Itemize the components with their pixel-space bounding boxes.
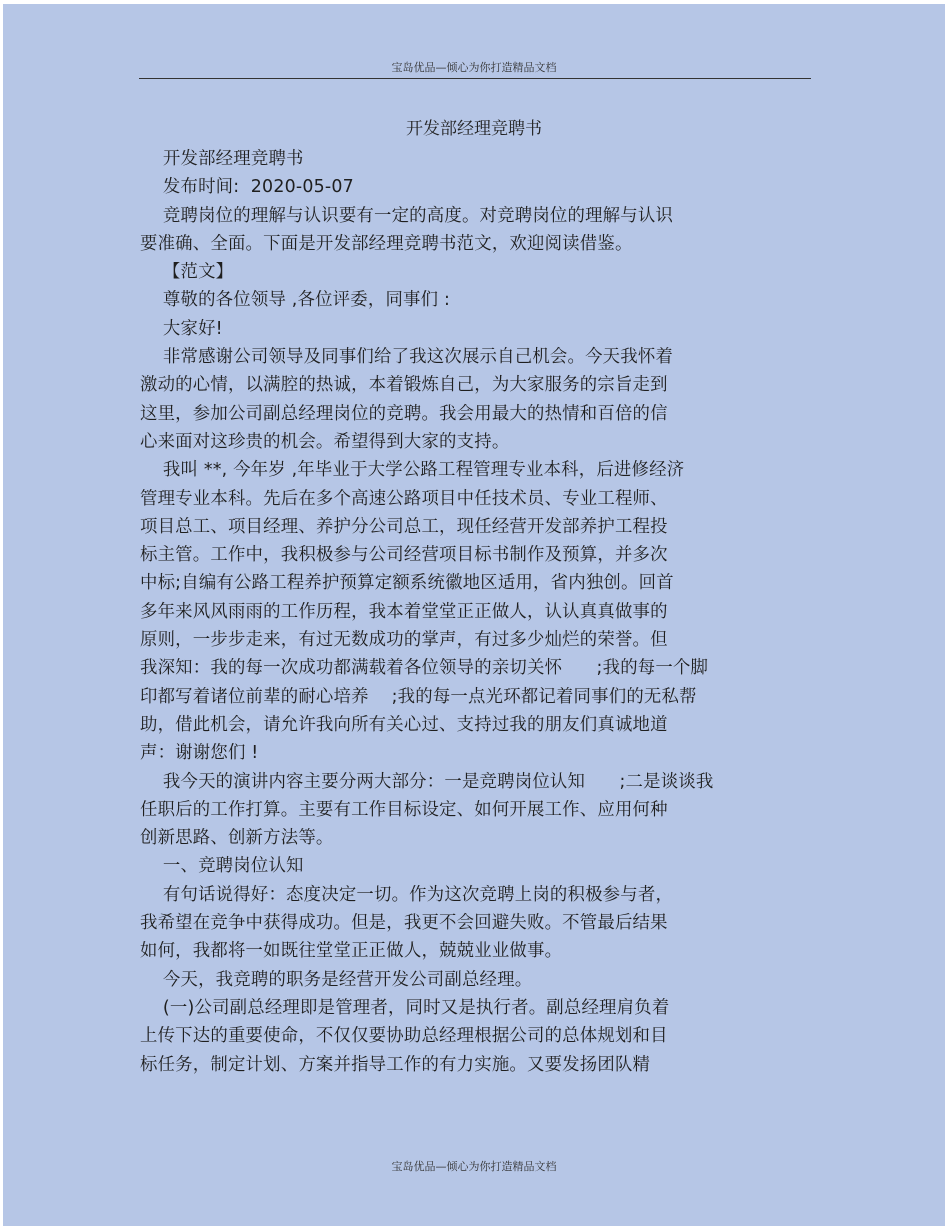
text-line: 创新思路、创新方法等。: [140, 828, 334, 849]
text-line: 非常感谢公司领导及同事们给了我这次展示自己机会。今天我怀着: [140, 347, 674, 368]
text-line: 标任务，制定计划、方案并指导工作的有力实施。又要发扬团队精: [140, 1054, 651, 1075]
text-line: 管理专业本科。先后在多个高速公路项目中任技术员、专业工程师、: [140, 488, 668, 509]
document-title: 开发部经理竞聘书: [406, 119, 542, 139]
text-line: 尊敬的各位领导 ,各位评委，同事们 :: [140, 290, 451, 311]
text-line: 上传下达的重要使命，不仅仅要协助总经理根据公司的总体规划和目: [140, 1026, 668, 1047]
text-line: 我深知：我的每一次成功都满载着各位领导的亲切关怀 ;我的每一个脚: [140, 658, 709, 679]
text-line: 任职后的工作打算。主要有工作目标设定、如何开展工作、应用何种: [140, 799, 668, 820]
text-line: 标主管。工作中，我积极参与公司经营项目标书制作及预算，并多次: [140, 545, 668, 566]
text-line: 开发部经理竞聘书: [140, 149, 304, 169]
text-line: 我希望在竞争中获得成功。但是，我更不会回避失败。不管最后结果: [140, 913, 668, 934]
text-line: 助，借此机会，请允许我向所有关心过、支持过我的朋友们真诚地道: [140, 714, 668, 735]
text-line: 原则，一步步走来，有过无数成功的掌声，有过多少灿烂的荣誉。但: [140, 630, 668, 651]
text-line: 多年来风风雨雨的工作历程，我本着堂堂正正做人，认认真真做事的: [140, 601, 668, 622]
text-line: 我今天的演讲内容主要分两大部分：一是竞聘岗位认知 ;二是谈谈我: [140, 771, 714, 792]
page-footer: 宝岛优品—倾心为你打造精品文档: [391, 1160, 557, 1173]
text-line: 一、竞聘岗位认知: [140, 856, 304, 877]
text-line: 如何，我都将一如既往堂堂正正做人，兢兢业业做事。: [140, 941, 563, 962]
text-line: 发布时间: 2020-05-07: [140, 177, 354, 198]
header-divider: [139, 78, 811, 79]
text-line: 有句话说得好：态度决定一切。作为这次竞聘上岗的积极参与者，: [140, 884, 674, 905]
text-line: 我叫 **, 今年岁 ,年毕业于大学公路工程管理专业本科，后进修经济: [140, 460, 685, 481]
page-header: 宝岛优品—倾心为你打造精品文档: [391, 61, 557, 74]
text-line: 项目总工、项目经理、养护分公司总工，现任经营开发部养护工程投: [140, 516, 668, 537]
text-line: 声：谢谢您们 !: [140, 743, 259, 764]
text-line: 竞聘岗位的理解与认识要有一定的高度。对竞聘岗位的理解与认识: [140, 205, 674, 226]
document-page: [3, 4, 945, 1226]
text-line: (一)公司副总经理即是管理者，同时又是执行者。副总经理肩负着: [140, 997, 670, 1018]
text-line: 激动的心情，以满腔的热诚，本着锻炼自己，为大家服务的宗旨走到: [140, 375, 668, 396]
text-line: 【范文】: [140, 262, 234, 283]
text-line: 要准确、全面。下面是开发部经理竞聘书范文，欢迎阅读借鉴。: [140, 233, 633, 254]
text-line: 印都写着诸位前辈的耐心培养 ;我的每一点光环都记着同事们的无私帮: [140, 686, 697, 707]
document-body: [140, 145, 812, 1079]
text-line: 大家好!: [140, 318, 223, 339]
text-line: 这里，参加公司副总经理岗位的竞聘。我会用最大的热情和百倍的信: [140, 403, 668, 424]
text-line: 中标;自编有公路工程养护预算定额系统徽地区适用，省内独创。回首: [140, 573, 674, 594]
text-line: 心来面对这珍贵的机会。希望得到大家的支持。: [140, 431, 510, 452]
text-line: 今天，我竞聘的职务是经营开发公司副总经理。: [140, 969, 533, 990]
